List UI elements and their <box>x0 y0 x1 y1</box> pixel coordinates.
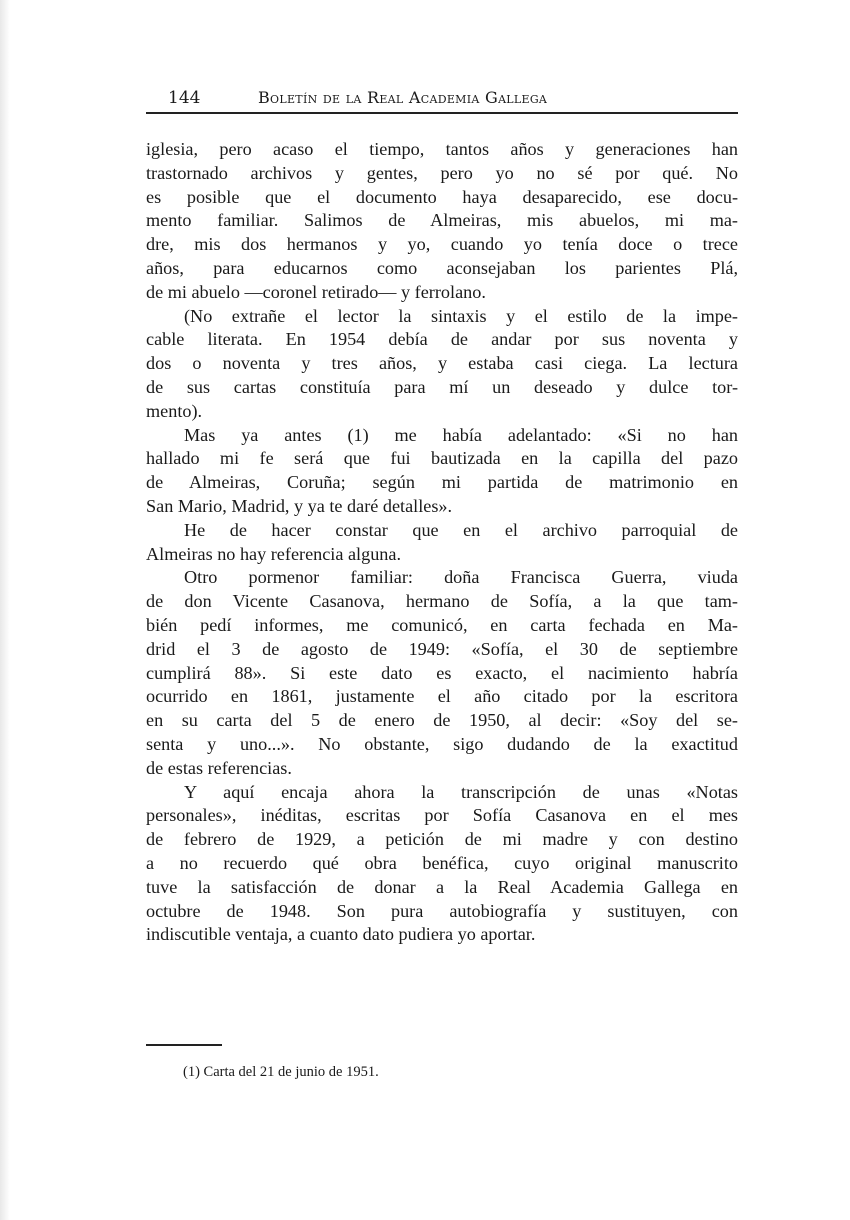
text-line: de estas referencias. <box>146 757 292 778</box>
page-number: 144 <box>168 88 201 108</box>
running-header <box>146 86 738 114</box>
body-text <box>146 138 738 947</box>
paragraph <box>146 305 738 424</box>
text-line: Mas ya antes (1) me había adelantado: «Si no han <box>184 424 738 445</box>
text-line: senta y uno...». No obstante, sigo dudando de la exactitud <box>146 733 738 754</box>
running-head-title: Boletín de la Real Academia Gallega <box>258 88 548 107</box>
text-line: de febrero de 1929, a petición de mi madre y con destino <box>146 829 738 850</box>
text-line: años, para educarnos como aconsejaban los parientes Plá, <box>146 257 738 278</box>
paragraph <box>146 519 738 567</box>
text-line: a no recuerdo qué obra benéfica, cuyo original manuscrito <box>146 852 738 873</box>
text-line: en su carta del 5 de enero de 1950, al decir: «Soy del se- <box>146 710 738 731</box>
text-line: He de hacer constar que en el archivo parroquial de <box>184 519 738 540</box>
paragraph <box>146 781 738 948</box>
paragraph <box>146 566 738 780</box>
text-line: mento). <box>146 400 203 421</box>
text-line: Y aquí encaja ahora la transcripción de unas «Notas <box>184 781 738 802</box>
text-line: ocurrido en 1861, justamente el año citado por la escritora <box>146 686 738 707</box>
header-rule <box>146 112 738 114</box>
footnote-rule <box>146 1044 222 1046</box>
paragraph <box>146 138 738 305</box>
text-line: es posible que el documento haya desaparecido, ese docu- <box>146 186 738 207</box>
text-line: octubre de 1948. Son pura autobiografía y sustituyen, con <box>146 900 738 921</box>
text-line: indiscutible ventaja, a cuanto dato pudiera yo aportar. <box>146 924 536 945</box>
scan-edge-shadow <box>0 0 10 1220</box>
paragraph <box>146 424 738 519</box>
text-line: de sus cartas constituía para mí un deseado y dulce tor- <box>146 376 738 397</box>
text-line: bién pedí informes, me comunicó, en carta fechada en Ma- <box>146 614 738 635</box>
text-line: mento familiar. Salimos de Almeiras, mis abuelos, mi ma- <box>146 210 738 231</box>
text-line: hallado mi fe será que fui bautizada en la capilla del pazo <box>146 448 738 469</box>
text-line: de mi abuelo —coronel retirado— y ferrolano. <box>146 281 486 302</box>
text-line: drid el 3 de agosto de 1949: «Sofía, el 30 de septiembre <box>146 638 738 659</box>
text-line: cable literata. En 1954 debía de andar por sus noventa y <box>146 329 738 350</box>
text-line: tuve la satisfacción de donar a la Real Academia Gallega en <box>146 876 738 897</box>
text-line: personales», inéditas, escritas por Sofía Casanova en el mes <box>146 805 738 826</box>
text-line: dre, mis dos hermanos y yo, cuando yo tenía doce o trece <box>146 234 738 255</box>
text-line: (No extrañe el lector la sintaxis y el estilo de la impe- <box>184 305 738 326</box>
text-line: San Mario, Madrid, y ya te daré detalles». <box>146 495 453 516</box>
text-line: trastornado archivos y gentes, pero yo no sé por qué. No <box>146 162 738 183</box>
text-line: cumplirá 88». Si este dato es exacto, el nacimiento habría <box>146 662 738 683</box>
text-line: Otro pormenor familiar: doña Francisca Guerra, viuda <box>184 567 738 588</box>
text-line: dos o noventa y tres años, y estaba casi ciega. La lectura <box>146 353 738 374</box>
text-line: de Almeiras, Coruña; según mi partida de matrimonio en <box>146 472 738 493</box>
text-line: de don Vicente Casanova, hermano de Sofía, a la que tam- <box>146 591 738 612</box>
text-line: Almeiras no hay referencia alguna. <box>146 543 402 564</box>
footnote: (1) Carta del 21 de junio de 1951. <box>183 1064 379 1080</box>
text-line: iglesia, pero acaso el tiempo, tantos años y generaciones han <box>146 139 738 159</box>
